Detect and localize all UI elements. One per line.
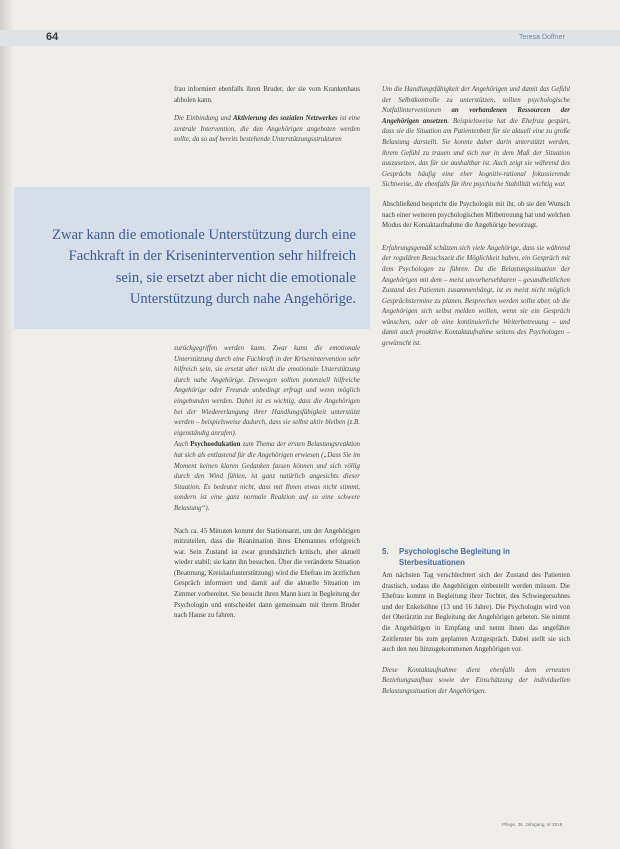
- paragraph: frau informiert ebenfalls ihren Bruder, der sie vom Krankenhaus abholen kann.: [174, 86, 360, 104]
- footer-citation: Pflege, 36. Jahrgang, 6/ 2018: [502, 822, 563, 827]
- section-title-line: Sterbesituationen: [399, 558, 465, 567]
- section-number: 5.: [382, 547, 389, 556]
- right-column-top: [382, 85, 570, 350]
- paragraph: [174, 440, 360, 514]
- paragraph: [174, 114, 360, 146]
- paragraph: Abschließend bespricht die Psychologin mit ihr, ob sie den Wunsch nach einer weiteren psychologischen Mitbetreuung hat und welchen Modus der Kontaktaufnahme die Angehörige bevorzugt.: [382, 200, 570, 230]
- paragraph: Nach ca. 45 Minuten kommt der Stationsarzt, um der Angehörigen mitzuteilen, dass die Reanimation ihres Ehemannes erfolgreich war. Sein Zustand ist zwar grundsätzlich kritisch, aber aktuell wieder stabil; sie kann ihn besuchen. Über die veränderte Situation (Beatmung, Kreislaufunterstützung) wird die Ehefrau im ärztlichen Gespräch informiert und damit auf die aktuelle Situation im Zimmer vorbereitet. Sie besucht ihren Mann kurz in Begleitung der Psychologin und entscheidet dann gemeinsam mit ihrem Bruder nach Hause zu fahren.: [174, 527, 360, 620]
- pull-quote-box: [14, 187, 370, 329]
- paragraph: Am nächsten Tag verschlechtert sich der Zustand des Patienten drastisch, sodass die Angehörigen einbestellt werden müssen. Die Ehefrau kommt in Begleitung ihrer Tochter, des Schwiegersohnes und der Enkelsöhne (13 und 16 Jahre). Die Psychologin wird von der Oberärztin zur Begleitung der Angehörigen gebeten. Sie nimmt die Angehörigen in Empfang und nennt ihnen das ungefähre Zeitfenster bis zum geplanten Arztgespräch. Dabei stellt sie sich auch den neu hinzugekommenen Angehörigen vor.: [382, 572, 570, 654]
- left-column-top: [174, 85, 360, 146]
- pull-quote-text: Zwar kann die emotionale Unterstützung durch eine Fachkraft in der Krisenintervention sehr hilfreich sein, sie ersetzt aber nicht die emotionale Unterstützung durch nahe Angehörige.: [52, 227, 356, 307]
- page-number: 64: [46, 31, 59, 43]
- right-column-bottom: [382, 571, 570, 698]
- emphasis-text: Psychoedukation: [190, 441, 241, 449]
- text-run: zum Thema der ersten Belastungsreaktion hat sich als entlastend für die Angehörigen erwiesen („Dass Sie im Moment keinen klaren Gedanken fassen können und sich völlig durch den Wind fühlen, ist ganz natürlich angesichts dieser Situation. Es bedeutet nicht, dass mit Ihnen etwas nicht stimmt, sondern ist eine ganz normale Reaktion auf so eine schwere Belastung“).: [174, 441, 360, 512]
- paragraph: Diese Kontaktaufnahme dient ebenfalls dem erneuten Beziehungsaufbau sowie der Einschätzung der individuellen Belastungssituation der Angehörigen.: [382, 666, 570, 695]
- left-column-bottom: [174, 344, 360, 622]
- running-head: Teresa Doffner: [519, 34, 565, 41]
- text-run: Auch: [174, 441, 191, 449]
- paragraph: [382, 85, 570, 191]
- paragraph: zurückgegriffen werden kann. Zwar kann die emotionale Unterstützung durch eine Fachkraft in der Krisenintervention sehr hilfreich sein, sie ersetzt aber nicht die emotionale Unterstützung durch nahe Angehörige. Deswegen sollten potenziell hilfreiche Angehörige oder Freunde unbedingt erfragt und wenn möglich eingebunden werden. Dabei ist es wichtig, dass die Angehörigen bei der Wiedererlangung ihrer Handlungsfähigkeit unterstützt werden – beispielsweise dadurch, dass sie selbst aktiv bleiben (z.B. eigenständig anrufen).: [174, 345, 360, 437]
- section-title-line: Psychologische Begleitung in: [399, 547, 510, 556]
- text-run: . Beispielsweise hat die Ehefrau gespürt, dass sie die Situation am Patientenbett für sie aktuell eine zu große Belastung darstellt. Sie konnte daher darin unterstützt werden, ihrem Gefühl zu trauen und sich nur in dem Maß der Situation auszusetzen, das für sie aushaltbar ist. Auch zeigt sie während des Gesprächs häufig eine eher kognitiv-rational fokussierende Sichtweise, die ebenfalls für ihre psychische Stabilität wichtig war.: [382, 117, 570, 189]
- emphasis-text: an vorhandenen Ressourcen der Angehörigen ansetzen: [382, 107, 570, 125]
- emphasis-text: Aktivierung des sozialen Netzwerkes: [233, 115, 338, 123]
- text-run: ist eine zentrale Intervention, die den Angehörigen angeboten werden sollte, da so auf bereits bestehende Unterstützungsstrukturen: [174, 115, 361, 144]
- page-fold-shadow: [0, 0, 14, 849]
- paragraph: Erfahrungsgemäß schätzen sich viele Angehörige, dass sie während der regulären Besuchszeit die Möglichkeit haben, ein Gespräch mit dem Psychologen zu führen. Da die Belastungssituation der Angehörigen mit dem – meist unvorhersehbaren – gesundheitlichen Zustand des Patienten zusammenhängt, ist es meist nicht möglich Gesprächstermine zu planen. Besprechen werden sollte aber, ob die Angehörigen sich selbst melden wollen, wenn sie ein Gespräch wünschen, oder ob eine kontinuierliche Weiterbetreuung – und damit auch proaktive Kontaktaufnahme seitens des Psychologen – gewünscht ist.: [382, 244, 570, 348]
- section-heading: [382, 546, 582, 568]
- text-run: Um die Handlungsfähigkeit der Angehörigen und damit das Gefühl der Selbstkontrolle zu unterstützen, sollten psychologische Notfallinterventionen: [382, 86, 570, 115]
- text-run: Die Einbindung und: [174, 115, 234, 123]
